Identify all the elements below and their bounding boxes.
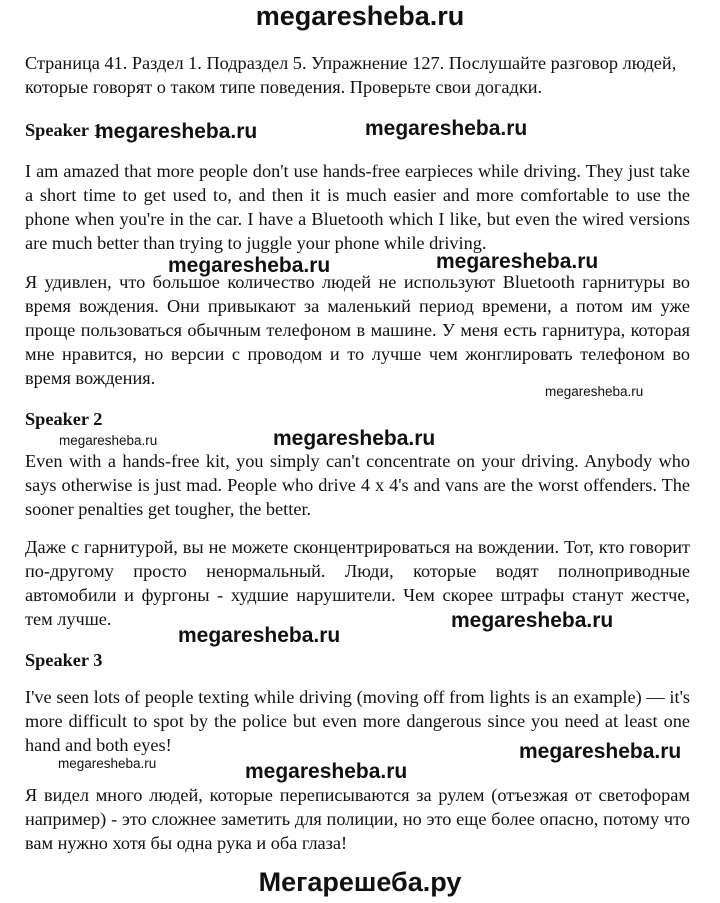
- watermark: megaresheba.ru: [365, 117, 528, 140]
- speaker-1-russian: Я удивлен, что большое количество людей не используют Bluetooth гарнитуры во время вождения. Они привыкают за маленький период времени, а потом им уже проще пользоваться обычным телефоном в машине. У меня есть гарнитура, которая мне нравится, но версии с проводом и то лучше чем жонглировать телефоном во время вождения.: [25, 272, 690, 388]
- speaker-2-english: Even with a hands-free kit, you simply can't concentrate on your driving. Anybody who says otherwise is just mad. People who drive 4 x 4's and vans are the worst offenders. The sooner penalties get tougher, the better.: [25, 451, 690, 519]
- speaker-1-english: I am amazed that more people don't use hands-free earpieces while driving. They just take a short time to get used to, and then it is much easier and more comfortable to use the phone when you're in the car. I have a Bluetooth which I like, but even the wired versions are much better than trying to juggle your phone while driving.: [25, 161, 690, 253]
- site-footer: Мегарешеба.ру: [258, 867, 462, 897]
- watermark: megaresheba.ru: [519, 740, 682, 763]
- watermark: megaresheba.ru: [451, 609, 614, 632]
- watermark: megaresheba.ru: [273, 427, 436, 450]
- speaker-3-english: I've seen lots of people texting while driving (moving off from lights is an example) — it's more difficult to spot by the police but even more dangerous since you need at least one hand and both eyes!: [25, 687, 690, 755]
- speaker-2-label: Speaker 2: [25, 409, 103, 429]
- watermark: megaresheba.ru: [168, 254, 331, 277]
- watermark: megaresheba.ru: [436, 250, 599, 273]
- watermark-small: megaresheba.ru: [59, 433, 158, 448]
- speaker-2-russian: Даже с гарнитурой, вы не можете сконцентрироваться на вождении. Тот, кто говорит по-другому просто ненормальный. Люди, которые водят полноприводные автомобили и фургоны - худшие нарушители. Чем скорее штрафы станут жестче, тем лучше.: [25, 537, 690, 629]
- watermark: megaresheba.ru: [95, 120, 258, 143]
- watermark: megaresheba.ru: [178, 624, 341, 647]
- watermark-small: megaresheba.ru: [545, 384, 644, 399]
- watermark-small: megaresheba.ru: [58, 756, 157, 771]
- speaker-3-russian: Я видел много людей, которые переписываются за рулем (отъезжая от светофорам например) - это сложнее заметить для полиции, но это еще более опасно, потому что вам нужно хотя бы одна рука и оба глаза!: [25, 785, 690, 853]
- speaker-3-label: Speaker 3: [25, 650, 103, 670]
- speaker-1-label: Speaker 1: [25, 120, 103, 140]
- exercise-intro: Страница 41. Раздел 1. Подраздел 5. Упражнение 127. Послушайте разговор людей, которые говорят о таком типе поведения. Проверьте свои догадки.: [25, 53, 677, 97]
- site-header: megaresheba.ru: [255, 1, 465, 31]
- watermark: megaresheba.ru: [245, 760, 408, 783]
